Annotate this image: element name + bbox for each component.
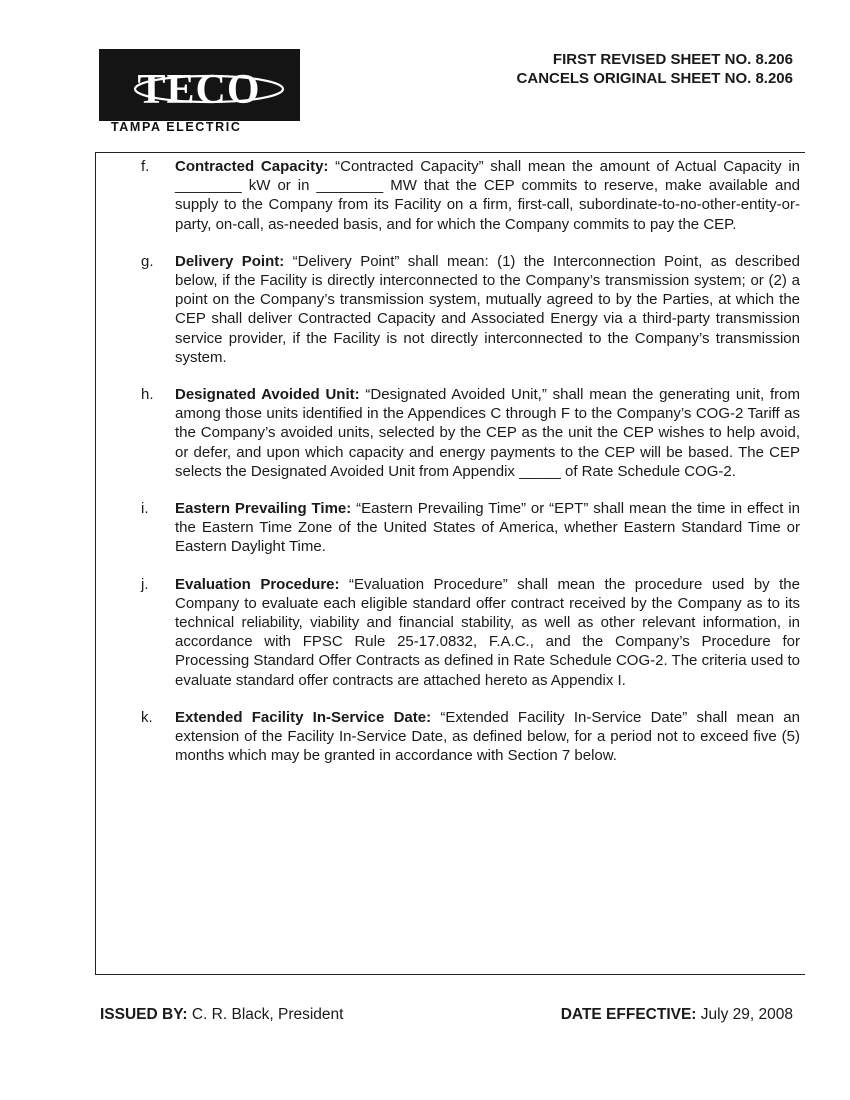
issued-by: [100, 1006, 343, 1024]
definition-text: “Extended Facility In-Service Date” shall mean an extension of the Facility In-Service Date, as defined below, for a period not to exceed five (5) months which may be granted in accordance with Section 7 below.: [175, 708, 800, 765]
logo-subtitle: TAMPA ELECTRIC: [111, 120, 242, 134]
definition-text: “Delivery Point” shall mean: (1) the Interconnection Point, as described below, if the Facility is directly interconnected to the Company’s transmission system; or (2) a point on the Company’s transmission system, mutually agreed to by the Parties, at which the CEP shall deliver Contracted Capacity and Associated Energy via a third-party transmission service provider, if the Facility is not directly interconnected to the Company’s transmission system.: [175, 252, 800, 366]
issued-by-value: C. R. Black, President: [187, 1006, 344, 1023]
logo-graphic: [99, 49, 300, 121]
definition-item: [135, 708, 800, 766]
definition-term: Delivery Point:: [175, 252, 285, 270]
definition-letter: k.: [141, 708, 153, 726]
definition-text: “Designated Avoided Unit,” shall mean the generating unit, from among those units identified in the Appendices C through F to the Company’s COG-2 Tariff as the Company’s avoided units, selected by the CEP as the unit the CEP wishes to help avoid, or defer, and upon which capacity and energy payments to the CEP will be based. The CEP selects the Designated Avoided Unit from Appendix _____ of Rate Schedule COG-2.: [175, 386, 800, 480]
definition-text: “Contracted Capacity” shall mean the amount of Actual Capacity in ________ kW or in ________ MW that the CEP commits to reserve, make available and supply to the Company from its Facility on a firm, first-call, subordinate-to-no-other-entity-or-party, on-call, as-needed basis, and for which the Company commits to pay the CEP.: [175, 158, 800, 233]
definition-item: [135, 157, 800, 234]
definitions-list: [135, 157, 800, 783]
definition-item: [135, 575, 800, 690]
cancels-sheet-number: CANCELS ORIGINAL SHEET NO. 8.206: [516, 70, 793, 87]
definition-letter: j.: [141, 575, 149, 593]
definition-item: [135, 252, 800, 367]
logo-word: TECO: [137, 67, 261, 113]
definition-letter: f.: [141, 158, 150, 175]
sheet-number: FIRST REVISED SHEET NO. 8.206: [552, 51, 793, 68]
definition-term: Designated Avoided Unit:: [175, 386, 360, 404]
definition-term: Eastern Prevailing Time:: [175, 500, 352, 518]
issued-by-label: ISSUED BY:: [100, 1006, 188, 1023]
definition-letter: g.: [141, 252, 154, 270]
definition-term: Evaluation Procedure:: [175, 575, 340, 593]
definition-letter: h.: [141, 386, 154, 404]
definition-term: Contracted Capacity:: [175, 158, 329, 175]
company-logo: [99, 49, 300, 121]
definition-letter: i.: [141, 500, 149, 518]
definition-text: “Evaluation Procedure” shall mean the procedure used by the Company to evaluate each eligible standard offer contract received by the Company as to its technical reliability, viability and financial stability, as well as other relevant information, in accordance with FPSC Rule 25-17.0832, F.A.C., and the Company’s Procedure for Processing Standard Offer Contracts as defined in Rate Schedule COG-2. The criteria used to evaluate standard offer contracts are attached hereto as Appendix I.: [175, 575, 800, 689]
definition-term: Extended Facility In-Service Date:: [175, 708, 432, 726]
date-effective-label: DATE EFFECTIVE:: [560, 1006, 697, 1023]
sheet-header: [517, 50, 793, 88]
date-effective: [561, 1006, 793, 1024]
definition-item: [135, 499, 800, 557]
definition-text: “Eastern Prevailing Time” or “EPT” shall mean the time in effect in the Eastern Time Zone of the United States of America, whether Eastern Standard Time or Eastern Daylight Time.: [175, 500, 800, 556]
definition-item: [135, 385, 800, 481]
date-effective-value: July 29, 2008: [696, 1006, 793, 1023]
